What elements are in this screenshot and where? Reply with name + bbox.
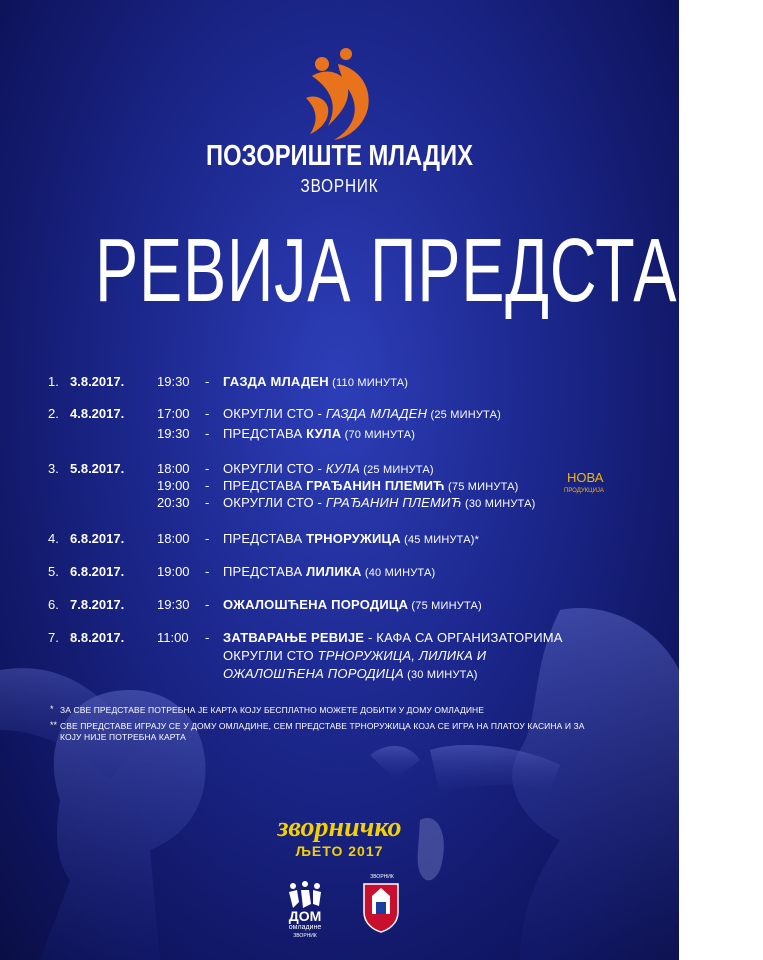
schedule-item-dash: - xyxy=(205,374,210,389)
org-city: ЗВОРНИК xyxy=(300,176,379,196)
schedule-item-date: 3.8.2017. xyxy=(70,374,125,389)
schedule-item-time: 19:30 xyxy=(157,426,190,441)
schedule-item-date: 4.8.2017. xyxy=(70,406,125,421)
schedule-item-time: 18:00 xyxy=(157,461,190,476)
youth-center-name: ДОМ xyxy=(288,908,322,924)
schedule-item-time: 19:00 xyxy=(157,564,190,579)
schedule-item-description: ОЖАЛОШЋЕНА ПОРОДИЦА (75 МИНУТА) xyxy=(223,597,482,612)
note-2-text-cont: КОЈУ НИЈЕ ПОТРЕБНА КАРТА xyxy=(60,732,186,742)
note-2-text: СВЕ ПРЕДСТАВЕ ИГРАЈУ СЕ У ДОМУ ОМЛАДИНЕ, СЕМ ПРЕДСТАВЕ ТРНОРУЖИЦА КОЈА СЕ ИГРА НА ПЛАТОУ КАСИНА И ЗА xyxy=(60,721,585,731)
schedule-item-date: 5.8.2017. xyxy=(70,461,125,476)
schedule-item-time: 19:00 xyxy=(157,478,190,493)
schedule-item-number: 1. xyxy=(48,374,59,389)
schedule-item-time: 20:30 xyxy=(157,495,190,510)
schedule-item-description: ПРЕДСТАВА ЛИЛИКА (40 МИНУТА) xyxy=(223,564,436,579)
new-production-badge: НОВА xyxy=(567,470,604,485)
schedule-item-dash: - xyxy=(205,406,210,421)
schedule-item-time: 11:00 xyxy=(157,630,189,645)
schedule-item-date: 7.8.2017. xyxy=(70,597,125,612)
schedule-item-dash: - xyxy=(205,630,210,645)
summer-festival-title: зворничко xyxy=(277,812,402,843)
schedule-item-description: ПРЕДСТАВА КУЛА (70 МИНУТА) xyxy=(223,426,416,441)
schedule-item-dash: - xyxy=(205,478,210,493)
youth-center-sub: омладине xyxy=(288,924,322,931)
schedule-item-date: 6.8.2017. xyxy=(70,564,125,579)
schedule-item-description: ЗАТВАРАЊЕ РЕВИЈЕ - КАФА СА ОРГАНИЗАТОРИМА xyxy=(223,630,563,645)
schedule-item-dash: - xyxy=(205,597,210,612)
youth-center-logo xyxy=(285,880,325,910)
schedule-item-dash: - xyxy=(205,461,210,476)
schedule-item-number: 6. xyxy=(48,597,59,612)
schedule-item-description: ОКРУГЛИ СТО - КУЛА (25 МИНУТА) xyxy=(223,461,434,476)
schedule-item-date: 6.8.2017. xyxy=(70,531,125,546)
note-2-mark: ** xyxy=(50,720,58,730)
schedule-item-description: ГАЗДА МЛАДЕН (110 МИНУТА) xyxy=(223,374,409,389)
schedule-item-description: ПРЕДСТАВА ТРНОРУЖИЦА (45 МИНУТА)* xyxy=(223,531,480,546)
schedule-item-number: 7. xyxy=(48,630,59,645)
summer-festival-year: ЉЕТО 2017 xyxy=(295,843,384,859)
new-production-sub: ПРОДУКЦИЈА xyxy=(564,488,604,494)
schedule-item-date: 8.8.2017. xyxy=(70,630,125,645)
schedule-item-description: ОКРУГЛИ СТО - ГАЗДА МЛАДЕН (25 МИНУТА) xyxy=(223,406,501,421)
schedule-item-number: 5. xyxy=(48,564,59,579)
schedule-item-number: 3. xyxy=(48,461,59,476)
schedule-item-description: ОЖАЛОШЋЕНА ПОРОДИЦА (30 МИНУТА) xyxy=(223,666,478,681)
youth-center-city: ЗВОРНИК xyxy=(293,933,317,939)
schedule-item-time: 18:00 xyxy=(157,531,190,546)
schedule-item-description: ОКРУГЛИ СТО - ГРАЂАНИН ПЛЕМИЋ (30 МИНУТА) xyxy=(223,495,536,510)
schedule-item-time: 19:30 xyxy=(157,374,190,389)
city-crest-icon xyxy=(362,882,400,932)
schedule-item-number: 4. xyxy=(48,531,59,546)
schedule-item-dash: - xyxy=(205,495,210,510)
page-title: РЕВИЈА ПРЕДСТАВА xyxy=(95,221,763,321)
crest-label: ЗВОРНИК xyxy=(370,874,394,880)
theatre-logo xyxy=(298,46,382,142)
schedule-item-description: ОКРУГЛИ СТО ТРНОРУЖИЦА, ЛИЛИКА И xyxy=(223,648,487,663)
schedule-item-dash: - xyxy=(205,426,210,441)
schedule-item-number: 2. xyxy=(48,406,59,421)
schedule-item-dash: - xyxy=(205,564,210,579)
org-name: ПОЗОРИШТЕ МЛАДИХ xyxy=(206,140,473,172)
note-1-text: ЗА СВЕ ПРЕДСТАВЕ ПОТРЕБНА ЈЕ КАРТА КОЈУ БЕСПЛАТНО МОЖЕТЕ ДОБИТИ У ДОМУ ОМЛАДИНЕ xyxy=(60,705,485,715)
schedule-item-time: 17:00 xyxy=(157,406,190,421)
note-1-mark: * xyxy=(50,704,54,714)
schedule-item-description: ПРЕДСТАВА ГРАЂАНИН ПЛЕМИЋ (75 МИНУТА) xyxy=(223,478,519,493)
schedule-item-time: 19:30 xyxy=(157,597,190,612)
schedule-item-dash: - xyxy=(205,531,210,546)
